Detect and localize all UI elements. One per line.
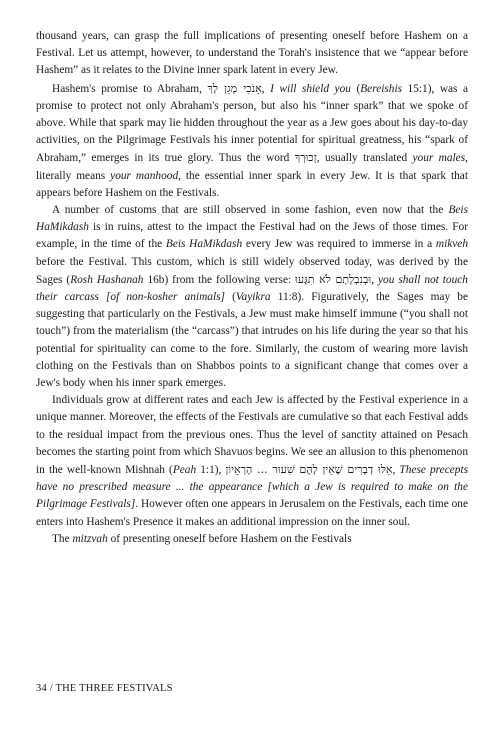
- text-run: every Jew was required to immerse in a: [242, 238, 436, 251]
- paragraph-1: [36, 28, 468, 80]
- text-run: is in ruins, attest to the impact the Festival had on the Jews of those times. For example, in the time of the: [36, 221, 468, 251]
- text-run: before the Festival. This custom, which is still widely observed today, was derived by the Sages (: [36, 255, 468, 286]
- italic-term: Beis HaMikdash: [165, 238, 243, 251]
- text-run: , the essential inner spark in every Jew. It is that spark that appears before Hashem on the Festivals.: [36, 169, 468, 199]
- paragraph-5: [36, 531, 468, 548]
- text-run: (: [350, 82, 361, 95]
- italic-term: mikveh: [435, 238, 468, 251]
- text-run: ,: [371, 273, 378, 286]
- paragraph-3: [36, 202, 468, 392]
- italic-term: mitzvah: [72, 532, 108, 545]
- text-run: , usually translated: [316, 152, 413, 165]
- text-run: 16b) from the following verse:: [143, 273, 296, 286]
- hebrew-quote: אָנֹכִי מָגֵן לָךְ: [207, 81, 262, 95]
- hebrew-quote: וּבְנִבְלָתָם לֹא תִגָּעוּ: [295, 272, 372, 286]
- text-run: Hashem's promise to Abraham,: [52, 82, 208, 95]
- hebrew-word: זְכוּרְךָ: [294, 151, 317, 165]
- text-run: ,: [392, 464, 400, 477]
- italic-source: Vayikra: [235, 291, 271, 304]
- italic-source: Bereishis: [360, 82, 403, 95]
- hebrew-quote: אֵלּוּ דְבָרִים שֶׁאֵין לָהֶם שִׁעוּר ... הָרְאָיוֹן: [225, 463, 393, 477]
- text-run: The: [52, 532, 73, 545]
- text-run: 1:1),: [196, 464, 226, 477]
- text-run: thousand years, can grasp the full implications of presenting oneself before Hashem on a Festival. Let us attempt, however, to understand the Torah's insistence that we “appear before Hashem” as it relates to the Divine inner spark latent in every Jew.: [36, 30, 468, 77]
- page-body: [36, 28, 468, 548]
- text-run: , literally means: [36, 152, 468, 182]
- italic-source: Peah: [172, 464, 197, 477]
- page-footer: 34 / THE THREE FESTIVALS: [36, 683, 173, 694]
- text-run: . However often one appears in Jerusalem on the Festivals, each time one enters into Hashem's Presence it makes an additional impression on the inner soul.: [36, 498, 468, 528]
- italic-translation: I will shield you: [270, 82, 351, 95]
- paragraph-4: [36, 392, 468, 531]
- italic-term: your manhood: [110, 169, 179, 182]
- text-run: Individuals grow at different rates and each Jew is affected by the Festival experience in a unique manner. Moreover, the effects of the Festivals are cumulative so that each Festival adds to the residual impact from the previous ones. Thus the level of sanctity attained on Pesach becomes the starting point from which Shavuos begins. We see an allusion to this phenomenon in the well-known Mishnah (: [36, 394, 468, 477]
- italic-term: your males: [412, 152, 466, 165]
- italic-source: Rosh Hashanah: [70, 273, 144, 286]
- italic-term: Beis HaMikdash: [36, 204, 468, 234]
- text-run: of presenting oneself before Hashem on the Festivals: [107, 532, 352, 545]
- text-run: 11:8). Figuratively, the Sages may be suggesting that particularly on the Festivals, a Jew must make himself immune (“you shall not touch”) from the materialism (the “carcass”) that intrudes on his life during the year so that his potential for spirituality can come to the fore. Similarly, the custom of wearing more lavish clothing on the Festivals than on Shabbos points to a significant change that comes over a Jew's body when his inner spark emerges.: [36, 291, 468, 390]
- text-run: ,: [261, 82, 271, 95]
- text-run: A number of customs that are still observed in some fashion, even now that the: [52, 204, 449, 217]
- italic-translation: you shall not touch their carcass [of non-kosher animals]: [36, 273, 468, 304]
- text-run: 15:1), was a promise to protect not only Abraham's person, but also his “inner spark” that we spoke of above. While that spark may lie hidden throughout the year as a Jew goes about his day-to-day activities, on the Pilgrimage Festivals his inner potential for spiritual greatness, his “spark of Abraham,” emerges in its true glory. Thus the word: [36, 82, 469, 165]
- paragraph-2: [36, 80, 468, 202]
- text-run: (: [224, 291, 236, 304]
- italic-translation: These precepts have no prescribed measure ... the appearance [which a Jew is required to make on the Pilgrimage Festivals]: [36, 464, 469, 511]
